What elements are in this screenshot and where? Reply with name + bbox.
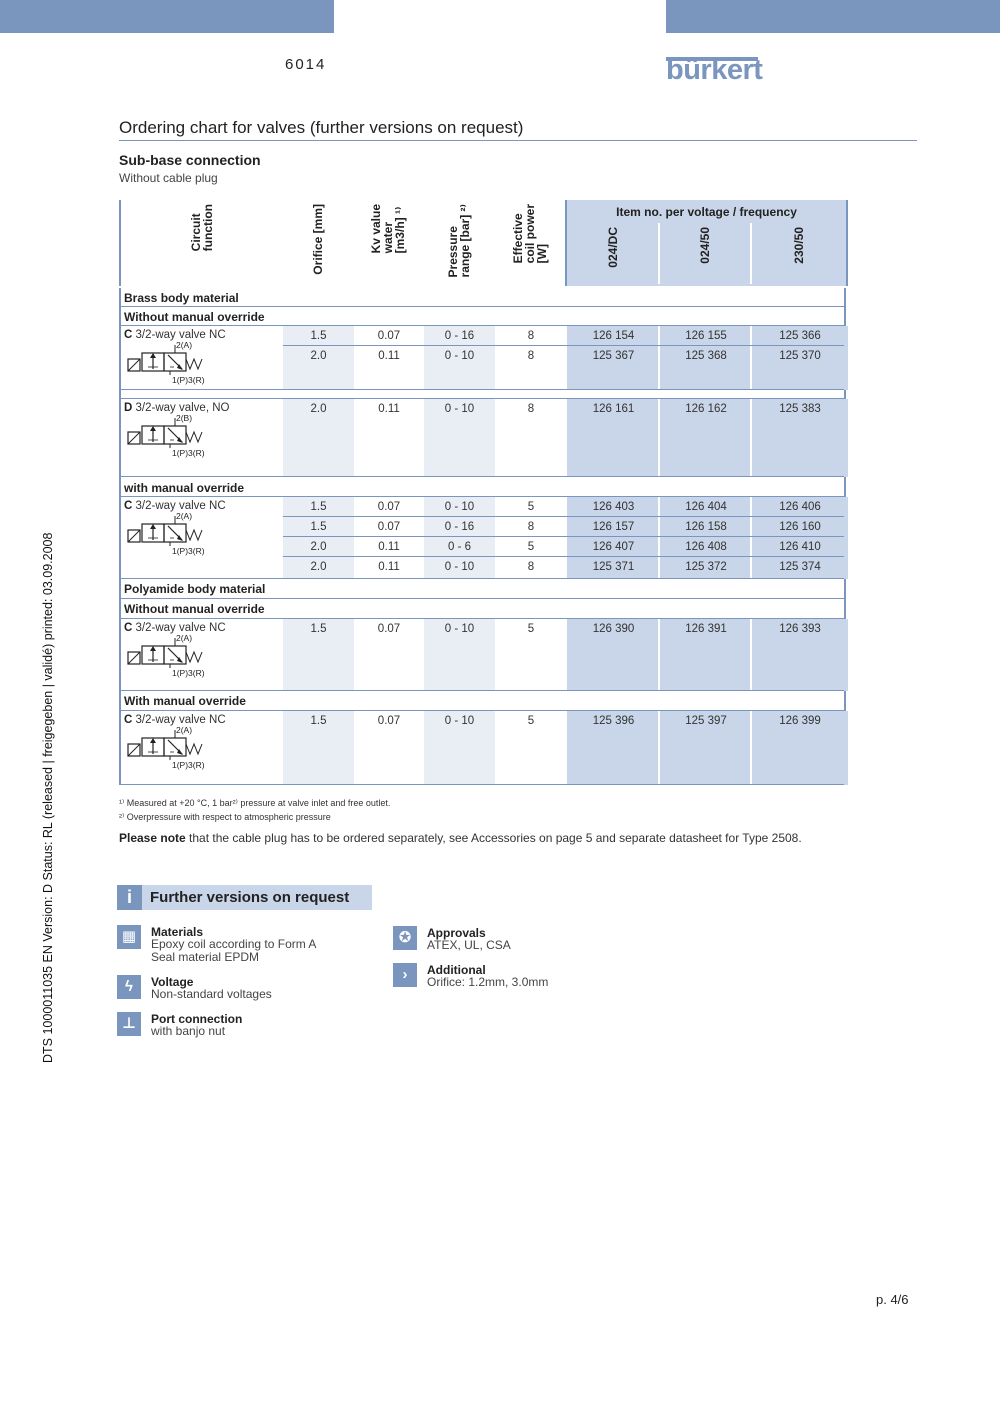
svg-text:2(B): 2(B) (176, 413, 193, 423)
row-rule (283, 516, 844, 517)
circuit-description: C 3/2-way valve NC (124, 714, 226, 726)
svg-text:1(P)3(R): 1(P)3(R) (172, 760, 205, 770)
header-circuit: Circuit function (120, 200, 282, 286)
title-rule (119, 140, 917, 141)
approval-seal-icon: ✪ (393, 926, 417, 950)
section-title: Sub-base connection (119, 152, 261, 168)
row-rule (283, 536, 844, 537)
grid-icon: ▦ (117, 925, 141, 949)
circuit-description: C 3/2-way valve NC (124, 500, 226, 512)
table-cell: 1.5 (310, 715, 327, 727)
table-cell: 2.0 (310, 561, 327, 573)
row-rule (283, 345, 844, 346)
valve-symbol-icon (124, 339, 224, 385)
table-cell: 0.11 (378, 403, 400, 415)
table-cell: 5 (527, 541, 535, 553)
header-power: Effective coil power [W] (494, 200, 566, 286)
table-cell: 1.5 (310, 623, 327, 635)
table-cell: 0.07 (377, 501, 401, 513)
chevron-right-icon: › (393, 963, 417, 987)
top-bar-left (0, 0, 334, 33)
table-cell: 126 393 (779, 623, 821, 635)
info-icon: i (117, 885, 142, 910)
svg-text:1(P)3(R): 1(P)3(R) (172, 375, 205, 385)
table-cell: 5 (527, 715, 535, 727)
svg-text:2(A): 2(A) (176, 725, 193, 735)
page-number: p. 4/6 (876, 1292, 909, 1307)
svg-text:1(P)3(R): 1(P)3(R) (172, 448, 205, 458)
table-cell: 0 - 10 (444, 561, 475, 573)
header-v1: 024/DC (567, 223, 660, 284)
table-cell: 8 (527, 561, 535, 573)
table-cell: 5 (527, 623, 535, 635)
group-heading: Brass body material (121, 288, 844, 307)
table-cell: 125 374 (779, 561, 821, 573)
row-rule (121, 476, 844, 478)
table-cell: 125 370 (779, 350, 821, 362)
spacer-row (121, 390, 844, 399)
table-cell: 126 404 (685, 501, 727, 513)
header-pressure: Pressure range [bar] ²⁾ (423, 200, 494, 286)
table-cell: 126 161 (592, 403, 635, 415)
valve-symbol-icon (124, 412, 224, 458)
document-status-sidebar: DTS 1000011035 EN Version: D Status: RL (released | freigegeben | validé) printed: 03.09.2008 (41, 532, 55, 1063)
group-heading: with manual override (121, 478, 844, 497)
table-cell: 0 - 6 (447, 541, 471, 553)
model-number: 6014 (285, 56, 327, 73)
svg-text:1(P)3(R): 1(P)3(R) (172, 668, 205, 678)
table-cell: 0.11 (378, 561, 400, 573)
table-cell: 0.07 (377, 521, 401, 533)
header-kv: Kv value water [m3/h] ¹⁾ (353, 200, 423, 286)
table-cell: 5 (527, 501, 535, 513)
table-cell: 125 383 (779, 403, 821, 415)
please-note: Please note that the cable plug has to be ordered separately, see Accessories on page 5 and separate datasheet for Type 2508. (119, 831, 802, 845)
table-cell: 0 - 10 (444, 715, 475, 727)
ordering-table (119, 200, 848, 286)
section-subtitle: Without cable plug (119, 171, 218, 185)
table-cell: 126 410 (779, 541, 821, 553)
table-cell: 0 - 10 (444, 350, 475, 362)
table-cell: 126 158 (685, 521, 727, 533)
valve-symbol-icon (124, 724, 224, 770)
valve-symbol-icon (124, 632, 224, 678)
header-v3: 230/50 (792, 227, 807, 264)
table-cell: 126 408 (685, 541, 727, 553)
group-heading: Without manual override (121, 599, 844, 619)
table-cell: 125 396 (592, 715, 635, 727)
table-cell: 126 154 (592, 330, 635, 342)
header-item-group: Item no. per voltage / frequency 024/DC 024/50 230/50 (566, 200, 847, 286)
table-cell: 2.0 (310, 350, 327, 362)
circuit-description: C 3/2-way valve NC (124, 329, 226, 341)
table-cell: 126 160 (779, 521, 821, 533)
brand-logo: bürkert (666, 54, 763, 86)
table-cell: 0.11 (378, 350, 400, 362)
table-cell: 2.0 (310, 403, 327, 415)
circuit-description: C 3/2-way valve NC (124, 622, 226, 634)
table-cell: 0 - 16 (444, 330, 475, 342)
table-cell: 126 406 (779, 501, 821, 513)
table-cell: 125 367 (592, 350, 635, 362)
row-rule (121, 784, 844, 786)
svg-text:2(A): 2(A) (176, 511, 193, 521)
group-heading: Polyamide body material (121, 579, 844, 599)
table-cell: 0.07 (377, 330, 401, 342)
table-cell: 2.0 (310, 541, 327, 553)
table-header-row (120, 200, 847, 286)
table-cell: 0 - 10 (444, 501, 475, 513)
page-title (119, 118, 523, 138)
table-cell: 126 390 (592, 623, 635, 635)
table-cell: 125 397 (685, 715, 727, 727)
table-cell: 125 368 (685, 350, 727, 362)
footnote-1: ¹⁾ Measured at +20 °C, 1 bar²⁾ pressure at valve inlet and free outlet. (119, 798, 391, 808)
table-cell: 0 - 16 (444, 521, 475, 533)
header-v2: 024/50 (660, 223, 752, 284)
lightning-icon: ϟ (117, 975, 141, 999)
row-rule (283, 556, 844, 557)
table-cell: 8 (527, 330, 535, 342)
table-cell: 126 391 (685, 623, 727, 635)
further-versions-title: Further versions on request (150, 889, 350, 906)
top-bar-right (666, 0, 1000, 33)
table-cell: 125 372 (685, 561, 727, 573)
table-cell: 126 162 (685, 403, 727, 415)
valve-symbol-icon (124, 510, 224, 556)
valve-icon: ⊥ (117, 1012, 141, 1036)
group-heading: Without manual override (121, 307, 844, 326)
table-cell: 0 - 10 (444, 623, 475, 635)
title-main: Ordering chart for valves (119, 118, 306, 137)
table-cell: 8 (527, 521, 535, 533)
table-cell: 126 407 (592, 541, 635, 553)
table-cell: 0.07 (377, 623, 401, 635)
svg-text:2(A): 2(A) (176, 633, 193, 643)
title-sub: (further versions on request) (309, 118, 524, 137)
table-cell: 0.11 (378, 541, 400, 553)
header-orifice: Orifice [mm] (282, 200, 353, 286)
table-cell: 8 (527, 350, 535, 362)
table-cell: 1.5 (310, 521, 327, 533)
table-cell: 8 (527, 403, 535, 415)
table-cell: 126 157 (592, 521, 635, 533)
table-cell: 1.5 (310, 330, 327, 342)
further-versions-header (117, 885, 372, 910)
table-cell: 126 155 (685, 330, 727, 342)
table-cell: 0.07 (377, 715, 401, 727)
svg-text:1(P)3(R): 1(P)3(R) (172, 546, 205, 556)
table-cell: 126 403 (592, 501, 635, 513)
table-cell: 125 371 (592, 561, 635, 573)
footnote-2: ²⁾ Overpressure with respect to atmospheric pressure (119, 812, 331, 822)
table-cell: 1.5 (310, 501, 327, 513)
table-cell: 0 - 10 (444, 403, 475, 415)
circuit-description: D 3/2-way valve, NO (124, 402, 230, 414)
table-cell: 126 399 (779, 715, 821, 727)
table-body (119, 288, 846, 785)
group-heading: With manual override (121, 691, 844, 711)
svg-text:2(A): 2(A) (176, 340, 193, 350)
table-cell: 125 366 (779, 330, 821, 342)
